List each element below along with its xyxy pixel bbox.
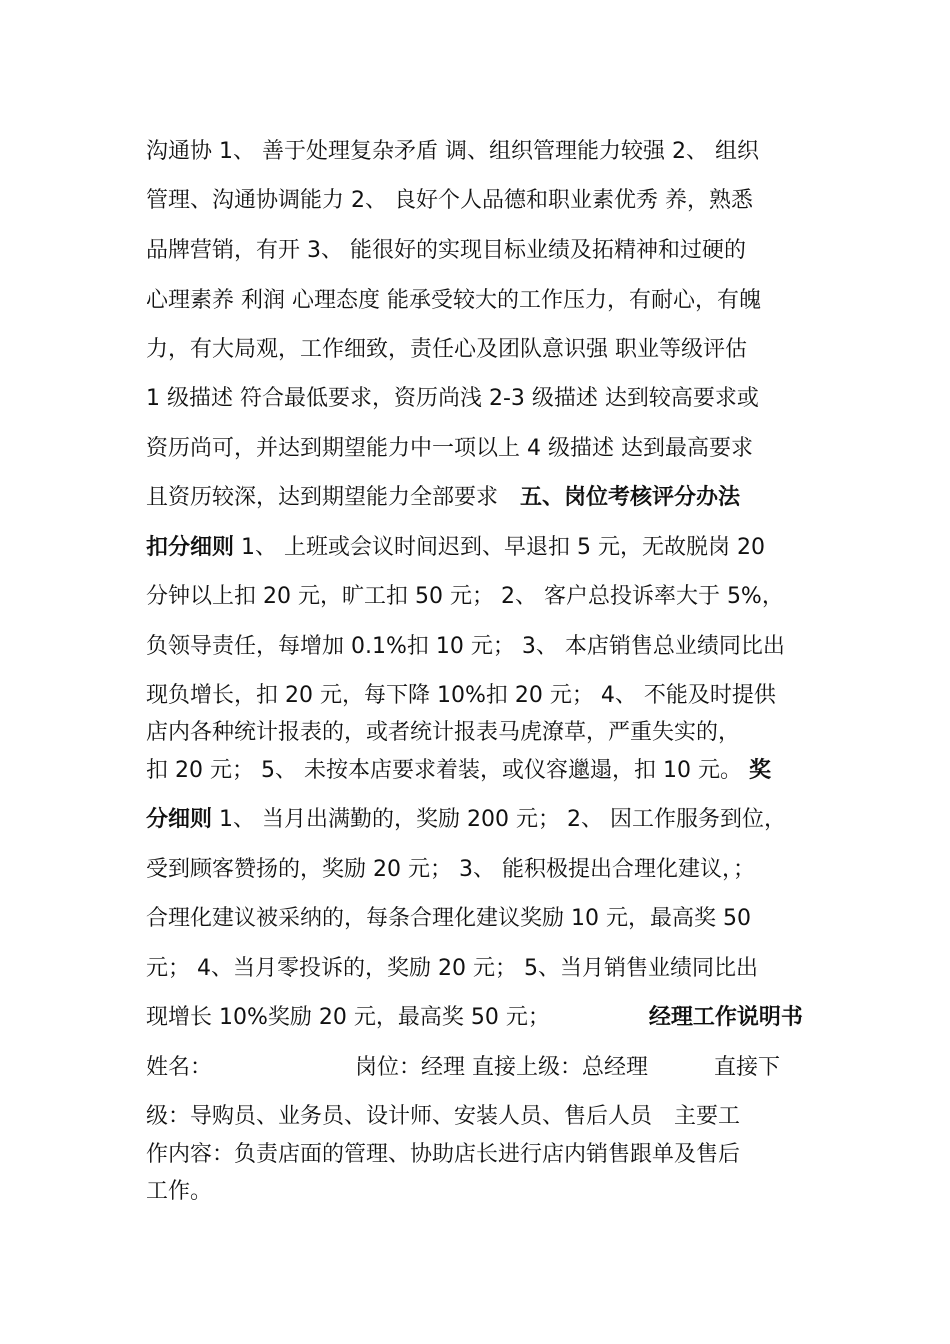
section-heading: 五、岗位考核评分办法 — [520, 485, 741, 510]
text-line: 元； 4、当月零投诉的，奖励 20 元； 5、当月销售业绩同比出 — [146, 956, 758, 981]
text-line: 扣 20 元； 5、 未按本店要求着装，或仪容邋遢，扣 10 元。 奖 — [146, 758, 771, 783]
text-line: 现负增长，扣 20 元，每下降 10%扣 20 元； 4、 不能及时提供 — [146, 683, 776, 708]
text-line: 品牌营销，有开 3、 能很好的实现目标业绩及拓精神和过硬的 — [146, 238, 746, 263]
text-line: 现增长 10%奖励 20 元，最高奖 50 元； 经理工作说明书 — [146, 1005, 803, 1030]
text-line: 受到顾客赞扬的，奖励 20 元； 3、 能积极提出合理化建议，； — [146, 857, 755, 882]
text-line: 级：导购员、业务员、设计师、安装人员、售后人员 主要工 — [146, 1104, 741, 1129]
text-line: 扣分细则 1、 上班或会议时间迟到、早退扣 5 元，无故脱岗 20 — [146, 535, 765, 560]
subsection-heading: 奖 — [748, 758, 771, 783]
text-line: 力，有大局观，工作细致，责任心及团队意识强 职业等级评估 — [146, 337, 747, 362]
text-line: 合理化建议被采纳的，每条合理化建议奖励 10 元，最高奖 50 — [146, 906, 751, 931]
text-line: 资历尚可，并达到期望能力中一项以上 4 级描述 达到最高要求 — [146, 436, 753, 461]
text-line: 且资历较深，达到期望能力全部要求 五、岗位考核评分办法 — [146, 485, 741, 510]
text-line: 分钟以上扣 20 元，旷工扣 50 元； 2、 客户总投诉率大于 5%， — [146, 584, 784, 609]
text-line: 负领导责任，每增加 0.1%扣 10 元； 3、 本店销售总业绩同比出 — [146, 634, 785, 659]
text-line: 工作。 — [146, 1179, 213, 1204]
text-line: 1 级描述 符合最低要求，资历尚浅 2-3 级描述 达到较高要求或 — [146, 386, 759, 411]
text-line: 作内容：负责店面的管理、协助店长进行店内销售跟单及售后 — [146, 1142, 741, 1167]
text-line: 分细则 1、 当月出满勤的，奖励 200 元； 2、 因工作服务到位， — [146, 807, 786, 832]
text-line: 管理、沟通协调能力 2、 良好个人品德和职业素优秀 养，熟悉 — [146, 188, 753, 213]
subsection-heading: 分细则 — [146, 807, 213, 832]
text-line: 店内各种统计报表的，或者统计报表马虎潦草，严重失实的， — [146, 720, 741, 745]
text-line: 姓名： 岗位：经理 直接上级：总经理 直接下 — [146, 1055, 780, 1080]
document-title: 经理工作说明书 — [648, 1005, 803, 1030]
text-line: 沟通协 1、 善于处理复杂矛盾 调、组织管理能力较强 2、 组织 — [146, 139, 759, 164]
text-line: 心理素养 利润 心理态度 能承受较大的工作压力，有耐心，有魄 — [146, 288, 761, 313]
subsection-heading: 扣分细则 — [146, 535, 235, 560]
